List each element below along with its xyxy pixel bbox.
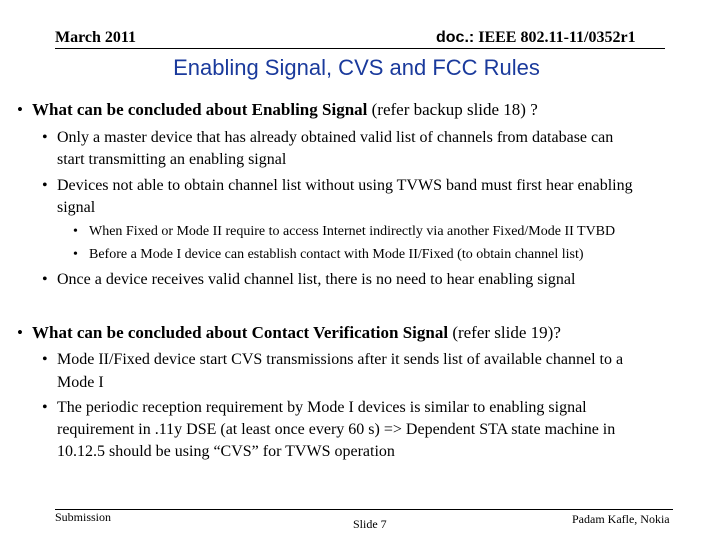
section-question: What can be concluded about Enabling Signal (refer backup slide 18) ?: [32, 100, 538, 119]
bullet-line: start transmitting an enabling signal: [57, 151, 287, 168]
bullet-line: Once a device receives valid channel list, there is no need to hear enabling signal: [57, 271, 576, 288]
bullet-line: requirement in .11y DSE (at least once every 60 s) => Dependent STA state machine in: [57, 421, 616, 438]
bullet-icon: •: [42, 271, 48, 288]
bullet-icon: •: [42, 351, 48, 368]
bullet-line: Devices not able to obtain channel list without using TVWS band must first hear enabling: [57, 177, 633, 194]
bullet-line: Only a master device that has already obtained valid list of channels from database can: [57, 129, 614, 146]
bullet-line: The periodic reception requirement by Mode I devices is similar to enabling signal: [57, 399, 587, 416]
bullet-icon: •: [73, 247, 78, 262]
bullet-icon: •: [42, 399, 48, 416]
bullet-icon: •: [42, 177, 48, 194]
footer-submission: Submission: [55, 510, 112, 524]
bullet-icon: •: [17, 323, 23, 342]
header-rule: [55, 48, 665, 49]
header-date: March 2011: [55, 29, 137, 46]
doc-number: IEEE 802.11-11/0352r1: [478, 29, 636, 46]
section-question: What can be concluded about Contact Verification Signal (refer slide 19)?: [32, 323, 561, 342]
footer-rule: [55, 509, 673, 510]
bullet-line: signal: [57, 199, 96, 216]
bullet-icon: •: [17, 100, 23, 119]
doc-label: doc.:: [436, 29, 475, 46]
bullet-line: 10.12.5 should be using “CVS” for TVWS operation: [57, 443, 395, 460]
sub-bullet-line: When Fixed or Mode II require to access Internet indirectly via another Fixed/Mode II TVBD: [89, 224, 616, 239]
sub-bullet-line: Before a Mode I device can establish contact with Mode II/Fixed (to obtain channel list): [89, 247, 584, 262]
slide-title: Enabling Signal, CVS and FCC Rules: [173, 55, 540, 80]
header-doc-number: [436, 29, 636, 47]
bullet-line: Mode II/Fixed device start CVS transmissions after it sends list of available channel to a: [57, 351, 624, 368]
footer-slide-number: Slide 7: [353, 517, 387, 531]
footer-author: Padam Kafle, Nokia: [572, 512, 670, 526]
bullet-icon: •: [73, 224, 78, 239]
bullet-line: Mode I: [57, 374, 104, 391]
bullet-icon: •: [42, 129, 48, 146]
